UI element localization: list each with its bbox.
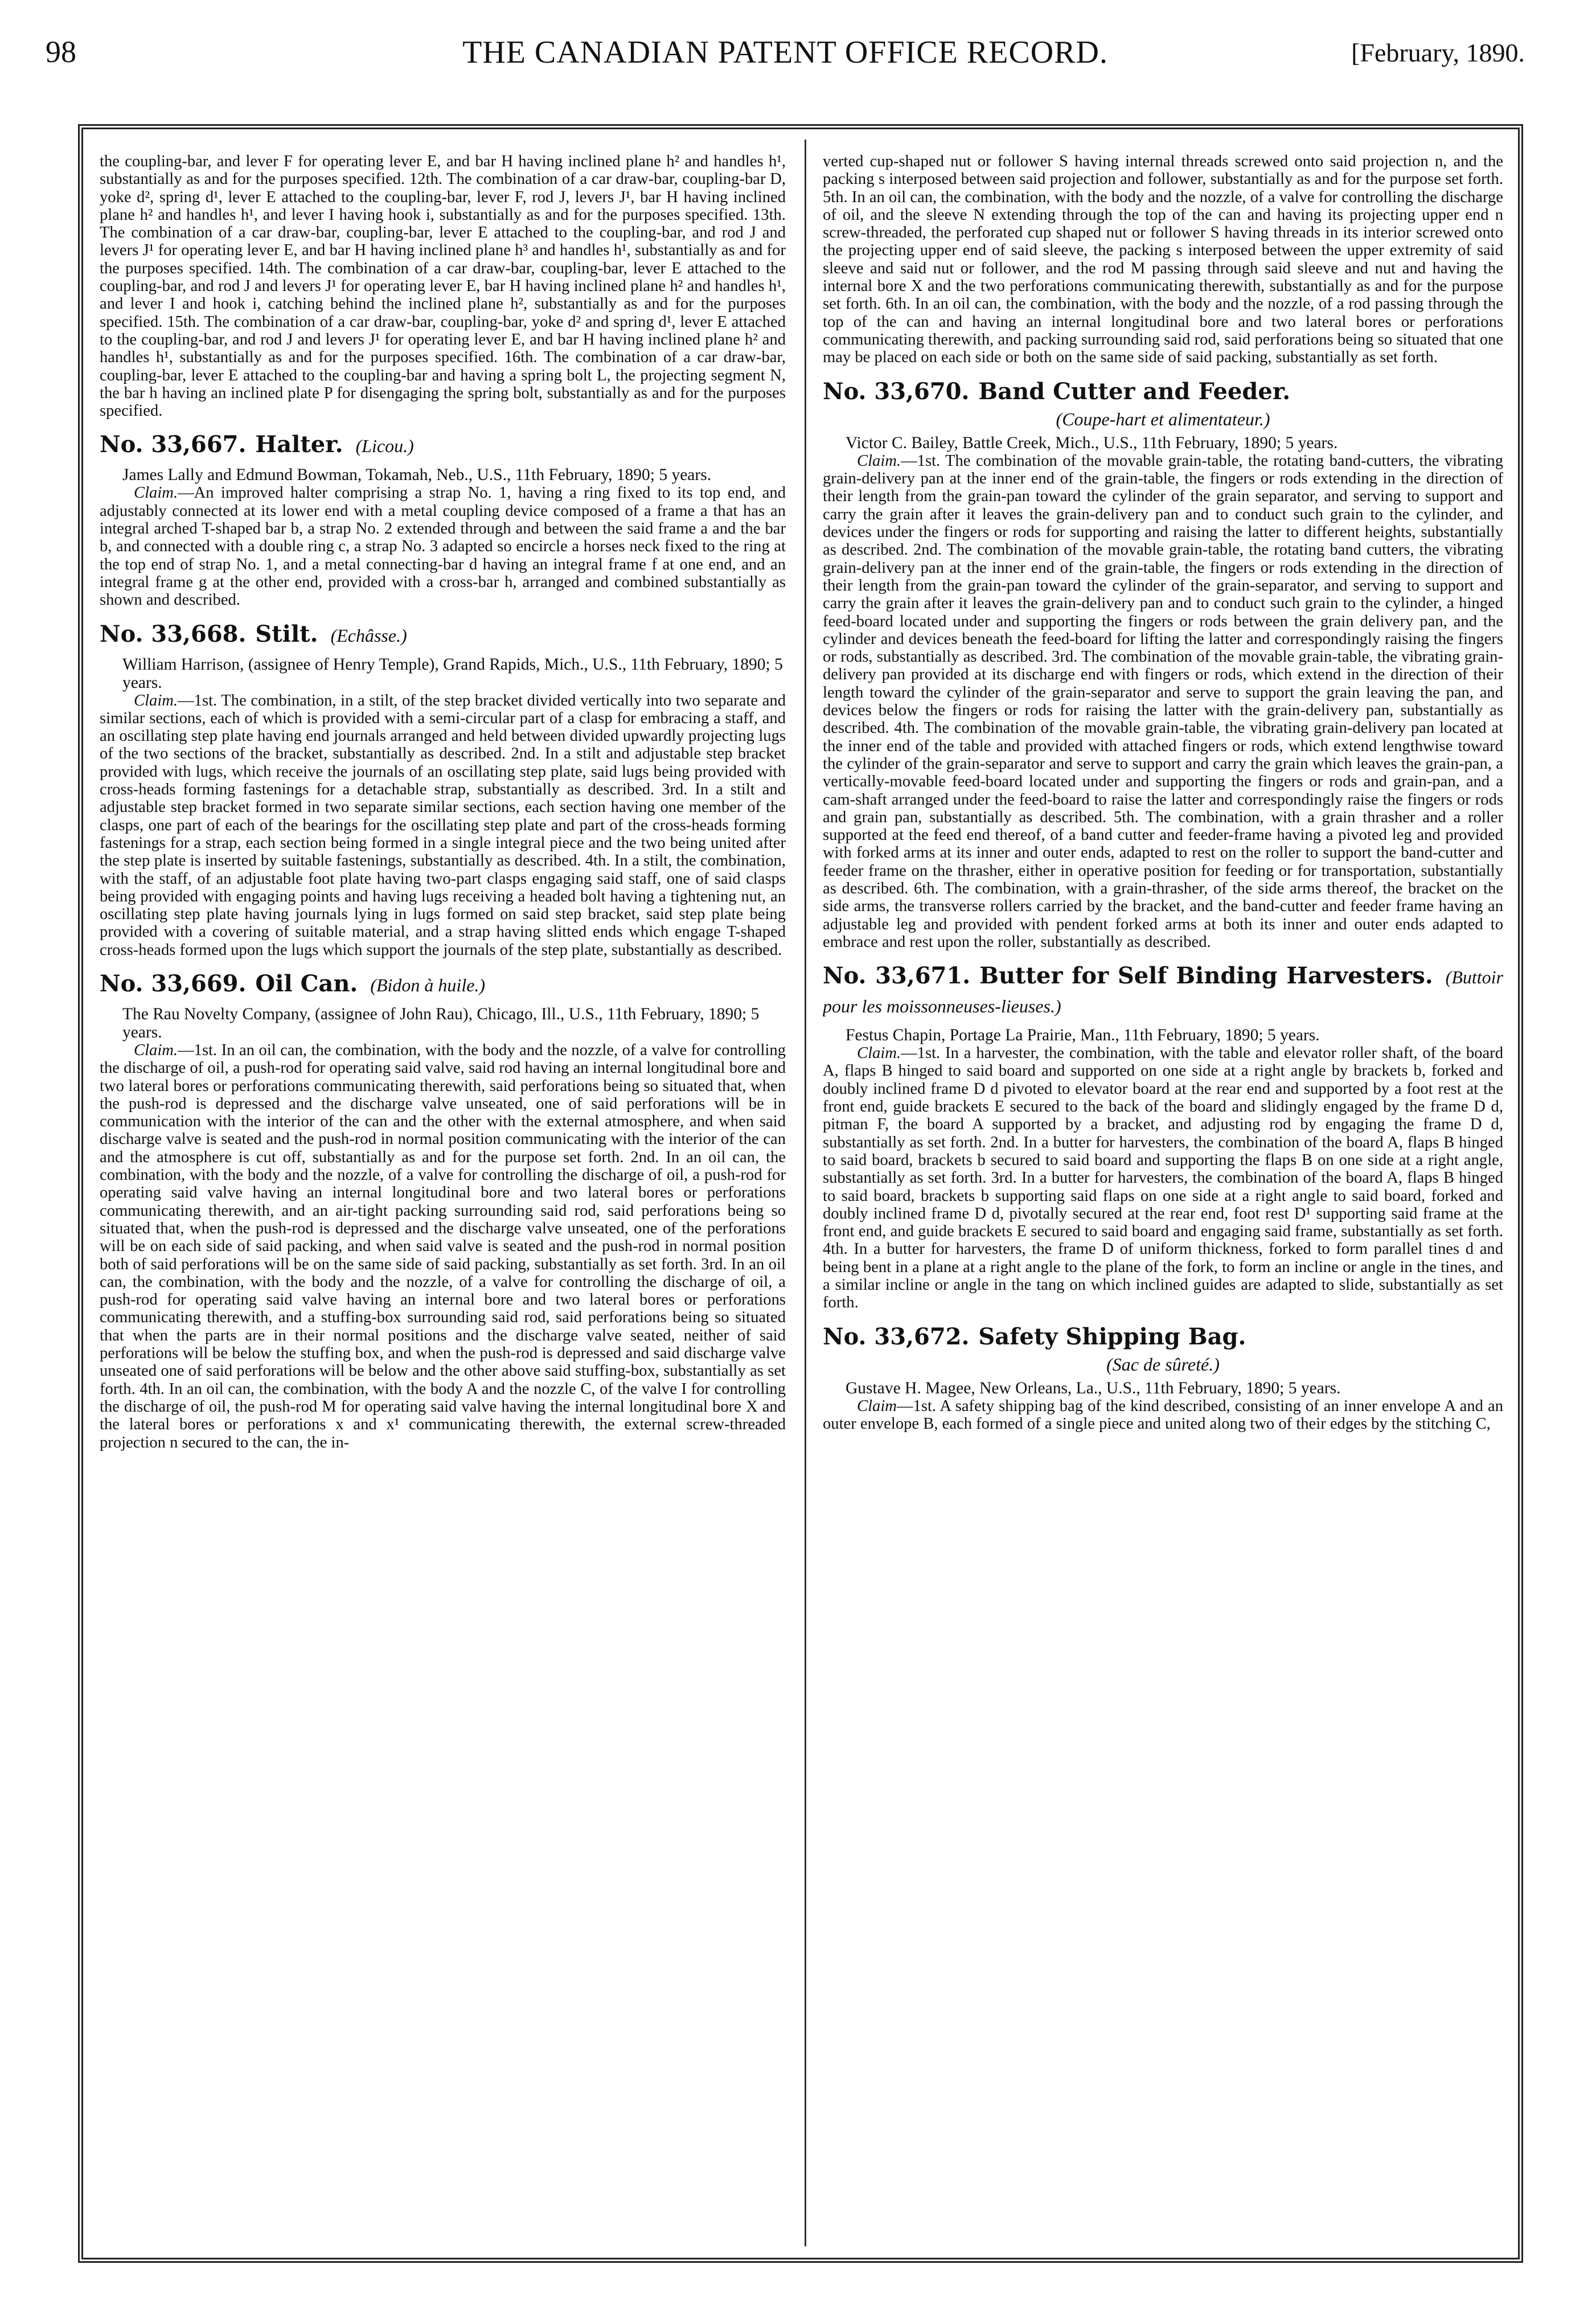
inventor-line: James Lally and Edmund Bowman, Tokamah, Neb., U.S., 11th February, 1890; 5 years. [122,466,712,485]
french-title: (Buttoir pour les moissonneuses-lieuses.) [823,967,1503,1017]
patent-entry-33672 [823,1323,1503,1433]
column-divider [805,140,806,2246]
patent-name: Band Cutter and Feeder. [978,378,1291,405]
claim-text [100,692,786,959]
entry-heading [823,962,1503,1022]
patent-number: No. 33,670. [823,378,970,405]
french-title: (Bidon à huile.) [370,974,486,995]
patent-entry-33670 [823,378,1503,951]
patent-entry-33667 [100,431,786,609]
claim-body: —1st. In a harvester, the combination, with the table and elevator roller shaft, of the board A, flaps B hinged to said board and supported on one side at a right angle by brackets b, forked and doubly inclined frame D d pivoted to elevator board at the rear end and supported by a foot rest at the front end, guide brackets E secured to the back of the board and slidingly engaged by the frame D d, pitman F, the board A supported by a bracket, and adjusting rod by engaging the frame D d, substantially as set forth. 2nd. In a butter for harvesters, the combination of the board A, flaps B hinged to said board, brackets b secured to said board and supporting the flaps B on one side at a right angle, substantially as set forth. 3rd. In a butter for harvesters, the combination of the board A, flaps B hinged to said board, brackets b supporting said flaps on one side at a right angle to said board, forked and doubly inclined frame D d, pivotally secured at the rear end, foot rest D¹ supporting said frame at the front end, and guide brackets E secured to said board and engaging said frame, substantially as set forth. 4th. In a butter for harvesters, the frame D of uniform thickness, forked to form parallel tines d and being bent in a plane at a right angle to the plane of the fork, to form an incline or angle in the tines, and a similar incline or angle in the tang on which inclined guides are adapted to slide, substantially as set forth. [823,1044,1503,1312]
inventor-line: Festus Chapin, Portage La Prairie, Man., 11th February, 1890; 5 years. [846,1026,1320,1045]
patent-number: No. 33,667. [100,431,247,458]
french-title: (Coupe-hart et alimentateur.) [1056,408,1270,429]
continued-claim-text: verted cup-shaped nut or follower S having internal threads screwed onto said projection n, and the packing s interposed between said projection and follower, substantially as and for the purpose set forth. 5th. In an oil can, the combination, with the body and the nozzle, of a valve for controlling the discharge of oil, and the sleeve N extending through the top of the can and having its projecting upper end n screw-threaded, the perforated cup shaped nut or follower S having threads in its interior screwed onto the projecting upper end of said sleeve, the packing s interposed between the upper extremity of said sleeve and said nut or follower, and the rod M passing through said sleeve and nut and having the internal bore X and the two perforations communicating therewith, substantially as and for the purpose set forth. 6th. In an oil can, the combination, with the body and the nozzle, of a rod passing through the top of the can and having an internal longitudinal bore and two lateral bores or perforations communicating therewith, and packing surrounding said rod, said perforations being so situated that one may be placed on each side or both on the same side of said packing, substantially as set forth. [823,153,1503,367]
left-column [100,153,786,2248]
entry-heading [100,431,786,461]
patent-number: No. 33,669. [100,970,247,997]
claim-label: Claim. [857,1044,901,1063]
french-title: (Licou.) [355,436,414,457]
claim-label: Claim. [857,452,901,470]
patent-name: Halter. [255,431,343,458]
claim-text [823,452,1503,951]
patent-name: Safety Shipping Bag. [978,1323,1246,1350]
entry-heading [823,1323,1503,1354]
page-header [46,34,1525,91]
inventor-line: Gustave H. Magee, New Orleans, La., U.S., 11th February, 1890; 5 years. [846,1379,1341,1397]
entry-heading [823,378,1503,408]
patent-entry-33668 [100,621,786,959]
claim-text [823,1397,1503,1433]
page-number: 98 [46,35,76,69]
claim-label: Claim. [134,484,178,502]
claim-body: —1st. A safety shipping bag of the kind described, consisting of an inner envelope A and an outer envelope B, each formed of a single piece and united along two of their edges by the stitching C, [823,1397,1503,1433]
claim-text [823,1044,1503,1311]
claim-body: —An improved halter comprising a strap No. 1, having a ring fixed to its top end, and adjustably connected at its lower end with a metal coupling device composed of a frame a that has an integral arched T-shaped bar b, a strap No. 2 extended through and between the said frame a and the bar b, and connected with a double ring c, a strap No. 3 adapted so encircle a horses neck fixed to the ring at the top end of strap No. 1, and a metal connecting-bar d having an integral frame f at one end, and an integral frame g at the other end, provided with a cross-bar h, arranged and combined substantially as shown and described. [100,484,786,609]
french-title: (Sac de sûreté.) [1106,1354,1220,1375]
claim-label: Claim [857,1397,897,1415]
right-column [823,153,1503,2248]
claim-text [100,484,786,609]
inventor-line: Victor C. Bailey, Battle Creek, Mich., U.S., 11th February, 1890; 5 years. [846,433,1338,452]
patent-number: No. 33,671. [823,962,971,990]
patent-number: No. 33,668. [100,620,247,647]
patent-number: No. 33,672. [823,1323,970,1350]
issue-date: [February, 1890. [1351,38,1525,67]
claim-label: Claim. [134,1041,178,1059]
patent-entry-33669 [100,970,786,1451]
continued-claim-text: the coupling-bar, and lever F for operating lever E, and bar H having inclined plane h² and handles h¹, substantially as and for the purposes specified. 12th. The combination of a car draw-bar, coupling-bar D, yoke d², spring d¹, lever E attached to the coupling-bar, lever F, rod J, levers J¹, bar H having inclined plane h² and handles h¹, and lever I having hook i, substantially as and for the purposes specified. 13th. The combination of a car draw-bar, coupling-bar, lever E attached to the coupling-bar, and rod J and levers J¹ for operating lever E, and bar H having inclined plane h³ and handles h¹, substantially as and for the purposes specified. 14th. The combination of a car draw-bar, coupling-bar, lever E attached to the coupling-bar, and rod J and levers J¹ for operating lever E, bar H having inclined plane h² and handles h¹, and lever I and hook i, catching behind the inclined plane h², substantially as and for the purposes specified. 15th. The combination of a car draw-bar, coupling-bar, yoke d² and spring d¹, lever E attached to the coupling-bar, and rod J and levers J¹ for operating lever E, and bar H having inclined plane h² and handles h¹, substantially as and for the purposes specified. 16th. The combination of a car draw-bar, coupling-bar, lever E attached to the coupling-bar and having a spring bolt L, the projecting segment N, the bar h having an inclined plate P for disengaging the spring bolt, substantially as and for the purposes specified. [100,153,786,420]
entry-heading [100,970,786,1000]
journal-title: THE CANADIAN PATENT OFFICE RECORD. [462,35,1108,70]
inventor-line: The Rau Novelty Company, (assignee of John Rau), Chicago, Ill., U.S., 11th February, 1890; 5 years. [122,1004,760,1041]
claim-body: —1st. The combination of the movable grain-table, the rotating band-cutters, the vibrating grain-delivery pan at the inner end of the grain-table, the fingers or rods extending in the direction of their length from the grain-pan toward the cylinder of the grain separator, and serving to support and carry the grain after it leaves the grain-delivery pan and to conduct such grain to the cylinder, and devices under the fingers or rods for supporting and raising the latter to different heights, substantially as described. 2nd. The combination of the movable grain-table, the rotating band cutters, the vibrating grain-delivery pan at the inner end of the grain-table, the fingers or rods extending in the direction of their length from the grain-pan toward the cylinder of the grain-separator, and serving to support and carry the grain after it leaves the grain-delivery pan and to conduct such grain to the cylinder, a hinged feed-board located under and supporting the fingers or rods between the grain delivery pan, and the cylinder and devices beneath the feed-board for lifting the latter and correspondingly raising the fingers or rods, substantially as described. 3rd. The combination of the movable grain-table, the vibrating grain-delivery pan provided at its discharge end with fingers or rods, which extend in the direction of their length toward the cylinder of the grain-separator and serve to support the grain leaving the pan, and devices below the fingers or rods for raising the latter with the grain-delivery pan, substantially as described. 4th. The combination of the movable grain-table, the vibrating grain-delivery pan located at the inner end of the table and provided with attached fingers or rods, which extend lengthwise toward the cylinder of the grain-separator and serve to support and carry the grain which leaves the grain-pan, a vertically-movable feed-board located under and supporting the fingers or rods and grain-pan, and a cam-shaft arranged under the feed-board to raise the latter and correspondingly raise the fingers or rods and grain pan, substantially as described. 5th. The combination, with a grain thrasher and a roller supported at the feed end thereof, of a band cutter and feeder-frame having a pivoted leg and provided with forked arms at its inner and outer ends, adapted to rest on the roller to support the band-cutter and feeder frame on the thrasher, either in operative position for feeding or for transportation, substantially as described. 6th. The combination, with a grain-thrasher, of the side arms thereof, the bracket on the side arms, the transverse rollers carried by the bracket, and the band-cutter and feeder frame having an adjustable leg and provided with pendent forked arms at both its inner and outer ends adapted to embrace and rest upon the roller, substantially as described. [823,452,1503,951]
claim-body: —1st. The combination, in a stilt, of the step bracket divided vertically into two separate and similar sections, each of which is provided with a semi-circular part of a clasp for embracing a staff, and an oscillating step plate having end journals arranged and held between divided upwardly projecting lugs of the two sections of the bracket, substantially as described. 2nd. In a stilt and adjustable step bracket provided with lugs, which receive the journals of an oscillating step plate, said lugs being provided with cross-heads forming fastenings for a detachable strap, substantially as described. 3rd. In a stilt and adjustable step bracket formed in two separate similar sections, each section having one member of the clasps, one part of each of the bearings for the oscillating step plate and part of the cross-heads forming fastenings for a strap, each section being formed in a single integral piece and the two being united after the step plate is inserted by suitable fastenings, substantially as described. 4th. In a stilt, the combination, with the staff, of an adjustable foot plate having two-part clasps engaging said staff, one of said clasps being provided with engaging points and having lugs receiving a headed bolt having a tightening nut, an oscillating step plate having journals lying in lugs formed on said step bracket, said step plate being provided with a covering of suitable material, and a strap having slitted ends which engage T-shaped cross-heads formed upon the lugs which support the journals of the step plate, substantially as described. [100,691,786,959]
claim-label: Claim. [134,691,178,709]
claim-text [100,1041,786,1451]
french-title: (Echâsse.) [330,625,407,646]
claim-body: —1st. In an oil can, the combination, with the body and the nozzle, of a valve for controlling the discharge of oil, a push-rod for operating said valve, said rod having an internal longitudinal bore and two lateral bores or perforations communicating therewith, said perforations being so situated that, when the push-rod is depressed and the discharge valve unseated, one of said perforations will be in communication with the interior of the can and the other with the external atmosphere, and when said discharge valve is seated and the push-rod in normal position communicating with the interior of the can and the atmosphere is cut off, substantially as and for the purpose set forth. 2nd. In an oil can, the combination, with the body and the nozzle, of a valve for controlling the discharge of oil, a push-rod for operating said valve having an internal longitudinal bore and two lateral bores or perforations communicating therewith, and an air-tight packing surrounding said rod, said perforations being so situated that, when the push-rod is depressed and the discharge valve unseated, one of the perforations will be on each side of said packing, and when said valve is seated and the push-rod in normal position both of said perforations will be on the same side of said packing, substantially as set forth. 3rd. In an oil can, the combination, with the body and the nozzle, of a valve for controlling the discharge of oil, a push-rod for operating said valve having an internal bore and two lateral bores or perforations communicating therewith, and a stuffing-box surrounding said rod, said perforations being so situated that when the parts are in their normal positions and the discharge valve seated, neither of said perforations will be below the stuffing box, and when the push-rod is depressed and said discharge valve unseated one of said perforations will be below and the other above said stuffing-box, substantially as set forth. 4th. In an oil can, the combination, with the body A and the nozzle C, of the valve I for controlling the discharge of oil, the push-rod M for operating said valve having the internal longitudinal bore X and the lateral bores or perforations x and x¹ communicating therewith, the external screw-threaded projection n secured to the can, the in- [100,1041,786,1451]
entry-heading [100,621,786,651]
patent-name: Oil Can. [255,970,358,997]
patent-entry-33671 [823,962,1503,1311]
patent-name: Stilt. [255,620,318,647]
inventor-line: William Harrison, (assignee of Henry Temple), Grand Rapids, Mich., U.S., 11th February, 1890; 5 years. [122,655,783,692]
patent-name: Butter for Self Binding Harvesters. [979,962,1433,990]
